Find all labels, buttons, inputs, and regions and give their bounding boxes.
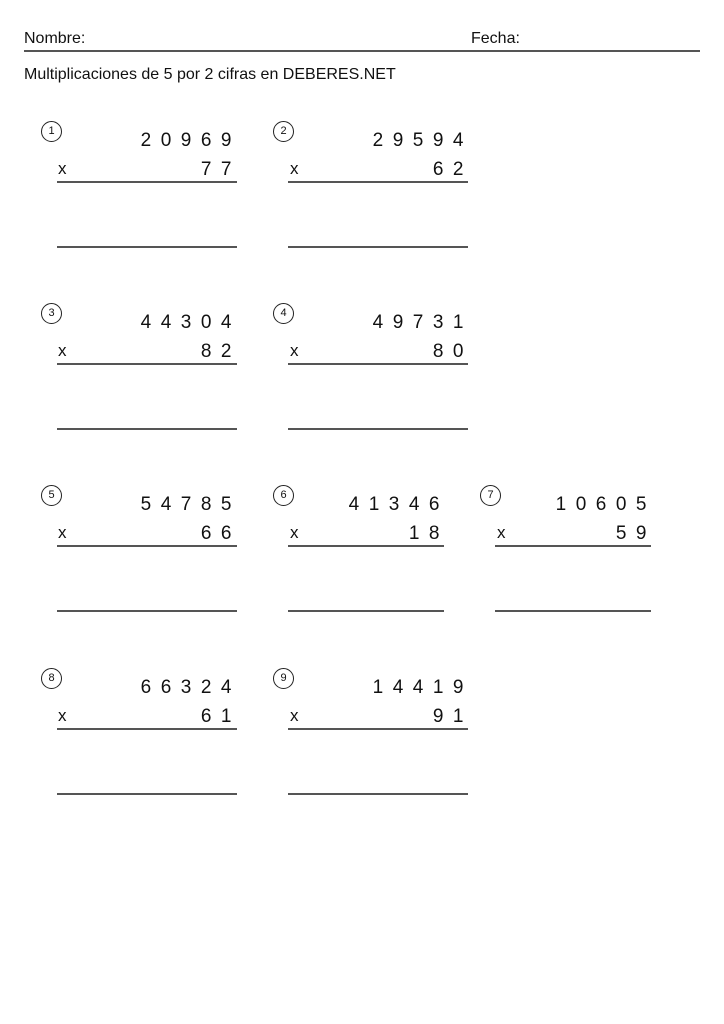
answer-line — [288, 428, 468, 430]
multiplier: 61 — [200, 706, 241, 727]
times-sign: x — [58, 159, 67, 178]
multiplier: 82 — [200, 341, 241, 362]
header-rule — [24, 50, 700, 52]
multiplier: 59 — [615, 523, 656, 544]
times-sign: x — [58, 706, 67, 725]
operation-rule — [288, 545, 444, 547]
operation-rule — [57, 363, 237, 365]
multiplier: 77 — [200, 159, 241, 180]
answer-line — [57, 428, 237, 430]
multiplicand: 14419 — [372, 677, 473, 698]
problem-number: 1 — [41, 121, 62, 142]
multiplier: 62 — [432, 159, 473, 180]
operation-rule — [57, 181, 237, 183]
multiplicand: 44304 — [140, 312, 241, 333]
answer-line — [288, 246, 468, 248]
problem-4 — [273, 303, 473, 433]
times-sign: x — [497, 523, 506, 542]
multiplier: 80 — [432, 341, 473, 362]
problem-number: 2 — [273, 121, 294, 142]
multiplicand: 41346 — [348, 494, 449, 515]
worksheet-subtitle: Multiplicaciones de 5 por 2 cifras en DEBERES.NET — [24, 66, 396, 83]
problem-8 — [41, 668, 241, 798]
problem-number: 6 — [273, 485, 294, 506]
times-sign: x — [290, 523, 299, 542]
multiplicand: 10605 — [555, 494, 656, 515]
times-sign: x — [290, 159, 299, 178]
problem-5 — [41, 485, 241, 615]
problem-9 — [273, 668, 473, 798]
times-sign: x — [290, 341, 299, 360]
problem-3 — [41, 303, 241, 433]
operation-rule — [57, 545, 237, 547]
problem-7 — [480, 485, 656, 615]
times-sign: x — [58, 341, 67, 360]
multiplicand: 66324 — [140, 677, 241, 698]
operation-rule — [288, 363, 468, 365]
times-sign: x — [290, 706, 299, 725]
multiplier: 18 — [408, 523, 449, 544]
problem-number: 5 — [41, 485, 62, 506]
problem-number: 7 — [480, 485, 501, 506]
answer-line — [57, 246, 237, 248]
answer-line — [57, 610, 237, 612]
answer-line — [495, 610, 651, 612]
multiplicand: 49731 — [372, 312, 473, 333]
date-label: Fecha: — [471, 30, 520, 47]
answer-line — [288, 610, 444, 612]
problem-number: 3 — [41, 303, 62, 324]
problem-6 — [273, 485, 449, 615]
multiplicand: 20969 — [140, 130, 241, 151]
operation-rule — [288, 728, 468, 730]
problem-number: 8 — [41, 668, 62, 689]
operation-rule — [288, 181, 468, 183]
multiplicand: 29594 — [372, 130, 473, 151]
problem-number: 4 — [273, 303, 294, 324]
name-label: Nombre: — [24, 30, 86, 47]
problem-1 — [41, 121, 241, 251]
operation-rule — [57, 728, 237, 730]
answer-line — [57, 793, 237, 795]
multiplicand: 54785 — [140, 494, 241, 515]
multiplier: 66 — [200, 523, 241, 544]
multiplier: 91 — [432, 706, 473, 727]
times-sign: x — [58, 523, 67, 542]
answer-line — [288, 793, 468, 795]
problem-2 — [273, 121, 473, 251]
problem-number: 9 — [273, 668, 294, 689]
operation-rule — [495, 545, 651, 547]
